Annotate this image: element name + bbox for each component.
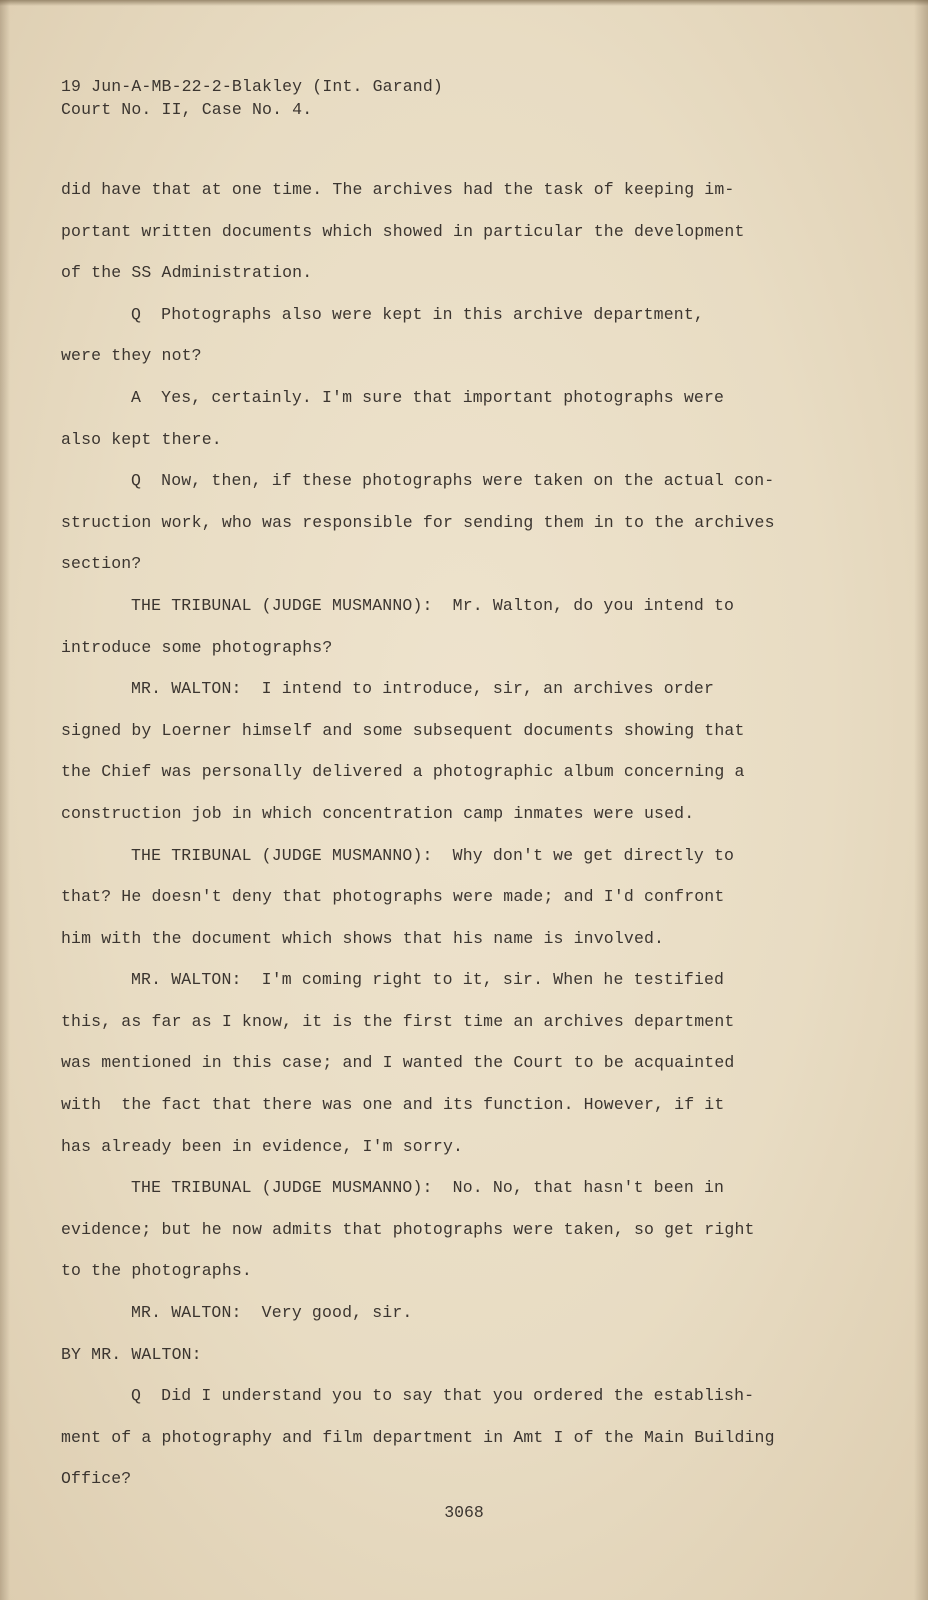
transcript-line: did have that at one time. The archives had the task of keeping im- xyxy=(61,180,735,199)
transcript-line: this, as far as I know, it is the first time an archives department xyxy=(61,1011,735,1031)
transcript-line: MR. WALTON: I'm coming right to it, sir. When he testified xyxy=(131,970,725,990)
transcript-line: has already been in evidence, I'm sorry. xyxy=(61,1136,464,1156)
transcript-line: him with the document which shows that his name is involved. xyxy=(61,928,665,948)
transcript-line: Q Photographs also were kept in this archive department, xyxy=(131,304,704,324)
transcript-line: THE TRIBUNAL (JUDGE MUSMANNO): Mr. Walton, do you intend to xyxy=(131,595,735,615)
transcript-line: with the fact that there was one and its function. However, if it xyxy=(61,1095,725,1115)
transcript-line: MR. WALTON: I intend to introduce, sir, an archives order xyxy=(131,679,714,699)
transcript-line: Office? xyxy=(61,1469,132,1489)
transcript-line: struction work, who was responsible for sending them in to the archives xyxy=(61,512,775,532)
page-edge-right xyxy=(914,0,928,1600)
transcript-line: Q Did I understand you to say that you ordered the establish- xyxy=(131,1386,755,1406)
transcript-line: also kept there. xyxy=(61,429,222,449)
transcript-line: the Chief was personally delivered a photographic album concerning a xyxy=(61,762,745,782)
transcript-line: BY MR. WALTON: xyxy=(61,1344,202,1364)
header-case-reference: 19 Jun-A-MB-22-2-Blakley (Int. Garand) xyxy=(61,77,443,96)
transcript-line: construction job in which concentration camp inmates were used. xyxy=(61,803,695,823)
transcript-line: that? He doesn't deny that photographs were made; and I'd confront xyxy=(61,887,725,907)
transcript-line: evidence; but he now admits that photographs were taken, so get right xyxy=(61,1219,755,1239)
transcript-line: Q Now, then, if these photographs were taken on the actual con- xyxy=(131,471,775,491)
transcript-line: of the SS Administration. xyxy=(61,263,313,283)
header-court-case: Court No. II, Case No. 4. xyxy=(61,100,313,119)
page-edge-top xyxy=(0,0,928,6)
transcript-line: ment of a photography and film department in Amt I of the Main Building xyxy=(61,1427,775,1447)
transcript-line: section? xyxy=(61,554,142,574)
page-number: 3068 xyxy=(444,1503,484,1522)
transcript-line: introduce some photographs? xyxy=(61,637,333,657)
transcript-line: A Yes, certainly. I'm sure that important photographs were xyxy=(131,387,725,407)
transcript-line: MR. WALTON: Very good, sir. xyxy=(131,1303,413,1323)
transcript-body xyxy=(61,180,861,1511)
transcript-line: THE TRIBUNAL (JUDGE MUSMANNO): No. No, that hasn't been in xyxy=(131,1178,725,1198)
transcript-line: signed by Loerner himself and some subsequent documents showing that xyxy=(61,720,745,740)
transcript-line: THE TRIBUNAL (JUDGE MUSMANNO): Why don't we get directly to xyxy=(131,845,735,865)
transcript-line: to the photographs. xyxy=(61,1261,252,1281)
transcript-line: was mentioned in this case; and I wanted the Court to be acquainted xyxy=(61,1053,735,1073)
page-edge-left xyxy=(0,0,10,1600)
transcript-line: were they not? xyxy=(61,346,202,366)
transcript-line: portant written documents which showed in particular the development xyxy=(61,221,745,241)
